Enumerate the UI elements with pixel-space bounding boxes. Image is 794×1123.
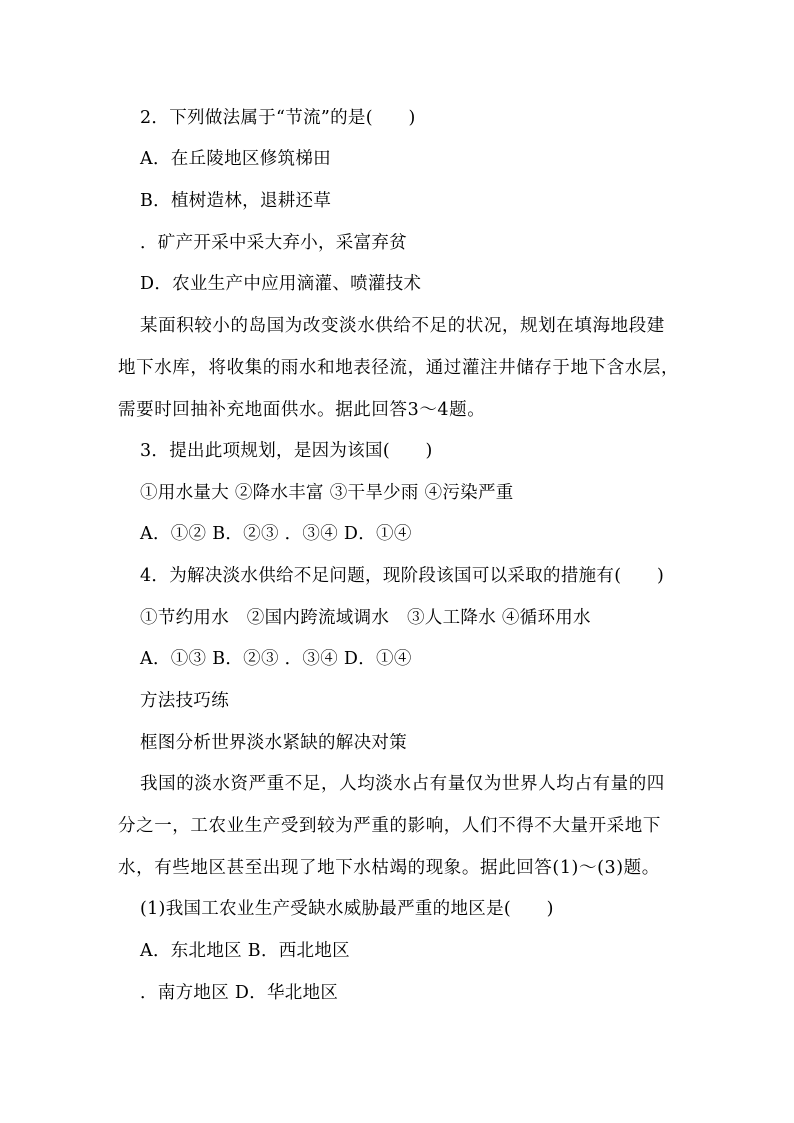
question-2-option-b: B．植树造林，退耕还草 [140, 191, 332, 211]
question-3-choices: ①用水量大 ②降水丰富 ③干旱少雨 ④污染严重 [140, 483, 514, 503]
passage-china-line-2: 分之一，工农业生产受到较为严重的影响，人们不得不大量开采地下 [118, 816, 661, 836]
section-subheading: 框图分析世界淡水紧缺的解决对策 [140, 733, 407, 753]
question-4-options: A．①③ B．②③ ．③④ D．①④ [140, 649, 412, 669]
question-2-option-d: D．农业生产中应用滴灌、喷灌技术 [140, 274, 422, 294]
passage-china-line-3: 水，有些地区甚至出现了地下水枯竭的现象。据此回答(1)～(3)题。 [118, 858, 660, 878]
section-heading: 方法技巧练 [140, 691, 229, 711]
question-1-options-cd: ．南方地区 D．华北地区 [140, 983, 339, 1003]
question-1-options-ab: A．东北地区 B．西北地区 [140, 941, 350, 961]
question-2-option-c: ．矿产开采中采大弃小，采富弃贫 [140, 233, 407, 253]
question-2-option-a: A．在丘陵地区修筑梯田 [140, 149, 331, 169]
question-3-stem: 3．提出此项规划，是因为该国( ) [140, 441, 433, 461]
question-4-stem: 4．为解决淡水供给不足问题，现阶段该国可以采取的措施有( ) [140, 566, 665, 586]
question-1-stem: (1)我国工农业生产受缺水威胁最严重的地区是( ) [140, 899, 554, 919]
passage-island-line-2: 地下水库，将收集的雨水和地表径流，通过灌注井储存于地下含水层， [118, 358, 680, 378]
question-4-choices: ①节约用水 ②国内跨流域调水 ③人工降水 ④循环用水 [140, 608, 591, 628]
question-3-options: A．①② B．②③ ．③④ D．①④ [140, 524, 412, 544]
passage-island-line-3: 需要时回抽补充地面供水。据此回答3～4题。 [118, 400, 486, 420]
passage-china-line-1: 我国的淡水资严重不足，人均淡水占有量仅为世界人均占有量的四 [140, 774, 665, 794]
passage-island-line-1: 某面积较小的岛国为改变淡水供给不足的状况，规划在填海地段建 [140, 316, 665, 336]
question-2-stem: 2．下列做法属于“节流”的是( ) [140, 108, 416, 128]
